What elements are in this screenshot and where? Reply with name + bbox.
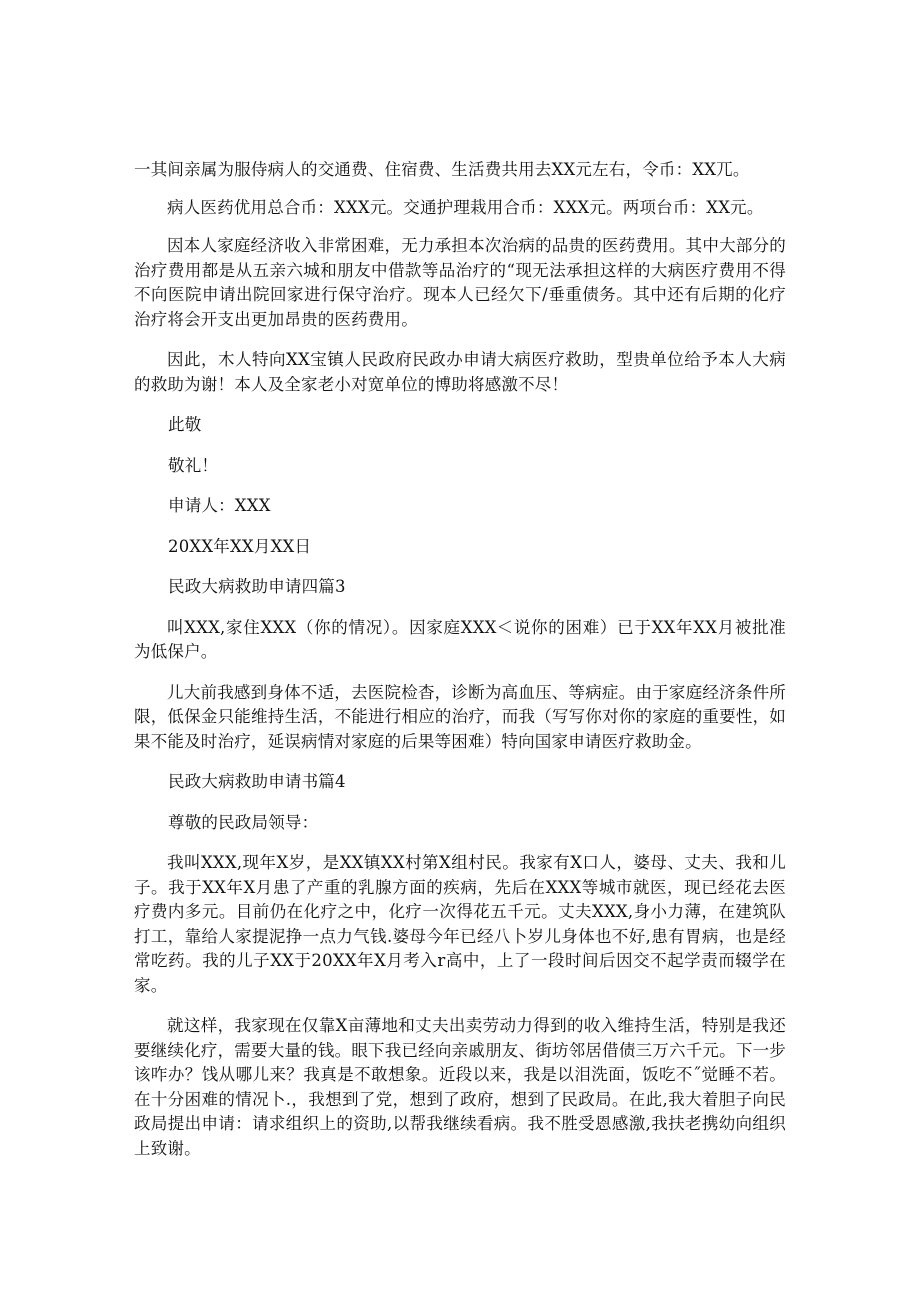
closing-salutation: 此敬 bbox=[168, 415, 202, 434]
paragraph-expense-total: 病人医药优用总合币：XXX元。交通护理栽用合币：XXX元。两项台币：XX元。 bbox=[167, 197, 764, 217]
application-date: 20XX年XX月XX日 bbox=[168, 536, 312, 556]
paragraph-illness-3: 儿大前我感到身体不适，去医院检杳，诊断为高血压、等病症。由于家庭经济条件所限，低保金只能维持生活，不能进行相应的治疗，而我（写写你对你的家庭的重要性，如果不能及时治疗，延误病情对家庭的后果等困难）特向国家申请医疗救助金。 bbox=[134, 682, 786, 751]
paragraph-hardship: 因本人家庭经济收入非常困难，无力承担本次治病的品贵的医药费用。其中大部分的治疗费用都是从五亲六城和朋友中借款等品治疗的“现无法承担这样的大病医疗费用不得不向医院申请出院回家进行保守治疗。现本人已经欠下/垂重债务。其中还有后期的化疗治疗将会开支出更加昂贵的医药费用。 bbox=[134, 236, 786, 329]
applicant-name: 申请人：XXX bbox=[168, 496, 271, 515]
document-body bbox=[134, 158, 786, 1161]
section-heading-4: 民政大病救助申请书篇4 bbox=[168, 772, 346, 791]
paragraph-request: 因此，木人特向XX宝镇人民政府民政办申请大病医疗救助，型贵单位给予本人大病的救助为谢！本人及全家老小对宽单位的博助将感激不尽！ bbox=[134, 350, 786, 394]
paragraph-plea-4: 就这样，我家现在仅靠X亩薄地和丈夫出卖劳动力得到的收入维持生活，特别是我还要继续化疗，需要大量的钱。眼下我已经向亲戚朋友、街坊邻居借债三万六千元。下一步该咋办？饯从哪儿来？我真是不敢想象。近段以来，我是以泪洗面，饭吃不˝觉睡不若。在十分困难的情况卜.，我想到了党，想到了政府，想到了民政局。在此,我大着胆子向民政局提出申请：请求组织上的资助,以帮我继续看病。我不胜受恩感激,我扶老携幼向组织上致谢。 bbox=[134, 1016, 786, 1158]
closing-regards: 敬礼！ bbox=[168, 455, 219, 475]
paragraph-intro-3: 叫XXX,家住XXX（你的情况）。因家庭XXX＜说你的困难）已于XX年XX月被批准为低保户。 bbox=[134, 617, 786, 661]
paragraph-expense-relatives: 一其间亲属为服侍病人的交通费、住宿费、生活费共用去XX元左右，令币：XX兀。 bbox=[134, 160, 750, 179]
paragraph-family-4: 我叫XXX,现年X岁，是XX镇XX村第X组村民。我家有X口人，婆母、丈夫、我和儿子。我于XX年X月患了产重的乳腺方面的疾病，先后在XXX等城市就医，现已经花去医疗费内多元。目前仍在化疗之中，化疗一次得花五千元。丈夫XXX,身小力薄，在建筑队打工，靠给人家提泥挣一点力气钱.婆母今年已经八卜岁儿身体也不好,患有胃病，也是经常吃药。我的儿子XX于20XX年X月考入r高中，上了一段时间后因交不起学责而辍学在家。 bbox=[134, 853, 786, 995]
letter-greeting: 尊敬的民政局领导： bbox=[168, 812, 319, 832]
section-heading-3: 民政大病救助申请四篇3 bbox=[168, 577, 346, 596]
